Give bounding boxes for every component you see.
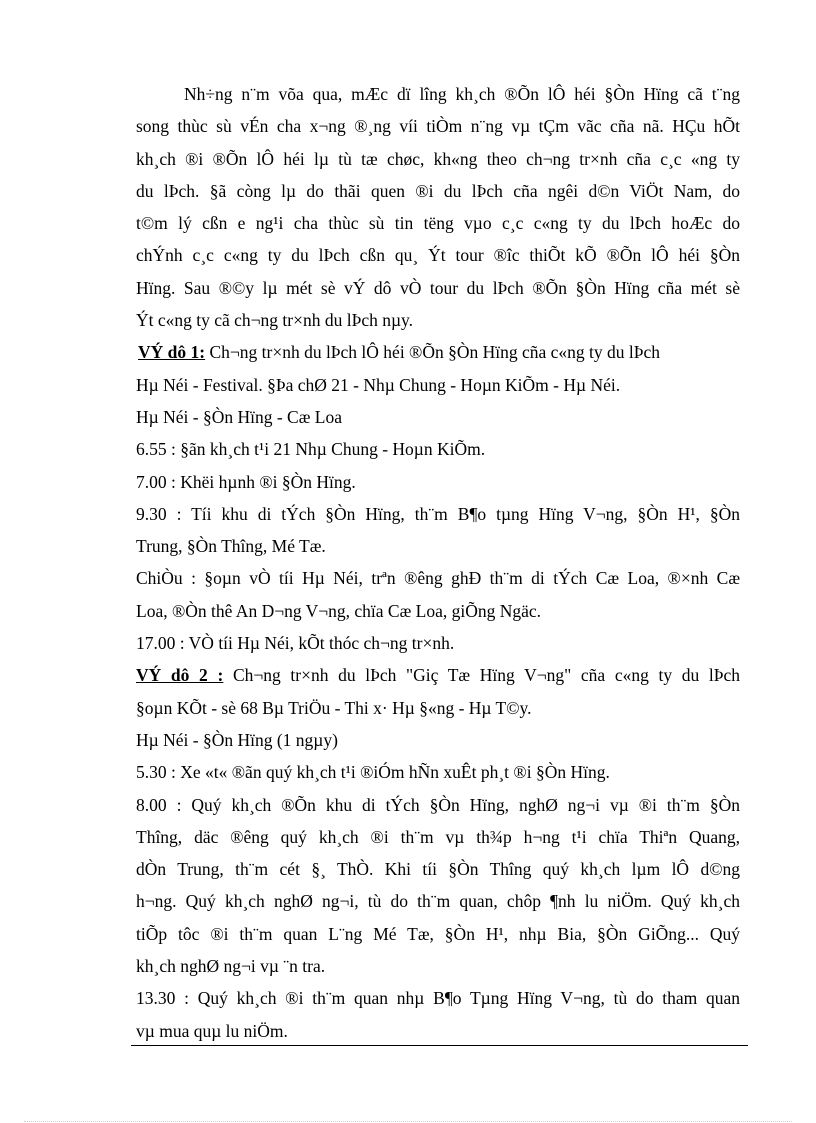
paragraph-line: Ýt c«ng ty cã ch¬ng tr×nh du lÞch nµy. <box>136 310 414 331</box>
itinerary-item-cont: vµ mua quµ lu niÖm. <box>136 1020 288 1041</box>
paragraph-line: du lÞch. §ã còng lµ do thãi quen ®i du lÞch cña ngêi d©n ViÖt Nam, do <box>136 180 740 201</box>
itinerary-item-cont: kh¸ch nghØ ng¬i vµ ¨n tra. <box>136 956 326 977</box>
itinerary-item: 6.55 : §ãn kh¸ch t¹i 21 Nhµ Chung - Hoµn KiÕm. <box>136 439 486 460</box>
itinerary-item-cont: Loa, ®Òn thê An D¬ng V¬ng, chïa Cæ Loa, giÕng Ngäc. <box>136 600 542 621</box>
itinerary-item: 13.30 : Quý kh¸ch ®i th¨m quan nhµ B¶o Tµng Hïng V¬ng, tù do tham quan <box>136 988 740 1009</box>
itinerary-item: 5.30 : Xe «t« ®ãn quý kh¸ch t¹i ®iÓm hÑn xuÊt ph¸t ®i §Òn Hïng. <box>136 762 610 783</box>
paragraph-line: kh¸ch ®i ®Õn lÔ héi lµ tù tæ chøc, kh«ng theo ch¬ng tr×nh cña c¸c «ng ty <box>136 148 740 169</box>
example1-route: Hµ Néi - §Òn Hïng - Cæ Loa <box>136 406 342 427</box>
example2-heading-text: Ch¬ng tr×nh du lÞch "Giç Tæ Hïng V¬ng" cña c«ng ty du lÞch <box>223 665 740 686</box>
paragraph-line: song thùc sù vÉn cha x¬ng ®¸ng víi tiÒm n¨ng vµ tÇm vãc cña nã. HÇu hÕt <box>136 116 740 137</box>
itinerary-item-cont: Trung, §Òn Thîng, Mé Tæ. <box>136 536 326 557</box>
document-page <box>136 78 740 1047</box>
itinerary-item-cont: Thîng, däc ®êng quý kh¸ch ®i th¨m vµ th¾p h¬ng t¹i chïa Thiªn Quang, <box>136 826 740 847</box>
itinerary-item: 8.00 : Quý kh¸ch ®Õn khu di tÝch §Òn Hïng, nghØ ng¬i vµ ®i th¨m §Òn <box>136 794 740 815</box>
paragraph-line: chÝnh c¸c c«ng ty du lÞch cßn qu¸ Ýt tour ®îc thiÕt kÕ ®Õn lÔ héi §Òn <box>136 245 740 266</box>
example1-heading-text: Ch¬ng tr×nh du lÞch lÔ héi ®Õn §Òn Hïng cña c«ng ty du lÞch <box>205 342 661 363</box>
page-bottom-border <box>24 1121 792 1122</box>
paragraph-line: t©m lý cßn e ng¹i cha thùc sù tin tëng vµo c¸c c«ng ty du lÞch hoÆc do <box>136 213 740 234</box>
itinerary-item: 17.00 : VÒ tíi Hµ Néi, kÕt thóc ch¬ng tr×nh. <box>136 633 455 654</box>
example1-address: Hµ Néi - Festival. §Þa chØ 21 - Nhµ Chung - Hoµn KiÕm - Hµ Néi. <box>136 374 621 395</box>
footer-rule <box>131 1045 748 1046</box>
itinerary-item: 9.30 : Tíi khu di tÝch §Òn Hïng, th¨m B¶o tµng Hïng V¬ng, §Òn H¹, §Òn <box>136 503 740 524</box>
example2-address: §oµn KÕt - sè 68 Bµ TriÖu - Thi x· Hµ §«ng - Hµ T©y. <box>136 697 532 718</box>
example2-label: VÝ dô 2 : <box>136 665 224 686</box>
paragraph-line: Hïng. Sau ®©y lµ mét sè vÝ dô vÒ tour du lÞch ®Õn §Òn Hïng cña mét sè <box>136 277 740 298</box>
itinerary-item: ChiÒu : §oµn vÒ tíi Hµ Néi, trªn ®êng ghÐ th¨m di tÝch Cæ Loa, ®×nh Cæ <box>136 568 740 589</box>
example2-route: Hµ Néi - §Òn Hïng (1 ngµy) <box>136 729 338 750</box>
example1-heading <box>136 336 740 368</box>
itinerary-item: 7.00 : Khëi hµnh ®i §Òn Hïng. <box>136 471 356 492</box>
paragraph-line: Nh÷ng n¨m võa qua, mÆc dï lîng kh¸ch ®Õn lÔ héi §Òn Hïng cã t¨ng <box>184 84 740 104</box>
itinerary-item-cont: dÒn Trung, th¨m cét §¸ ThÒ. Khi tíi §Òn Thîng quý kh¸ch lµm lÔ d©ng <box>136 859 740 880</box>
itinerary-item-cont: h¬ng. Quý kh¸ch nghØ ng¬i, tù do th¨m quan, chôp ¶nh lu niÖm. Quý kh¸ch <box>136 891 740 912</box>
example1-label: VÝ dô 1: <box>138 342 206 363</box>
example2-heading <box>136 659 740 691</box>
itinerary-item-cont: tiÕp tôc ®i th¨m quan L¨ng Mé Tæ, §Òn H¹, nhµ Bia, §Òn GiÕng... Quý <box>136 923 740 944</box>
